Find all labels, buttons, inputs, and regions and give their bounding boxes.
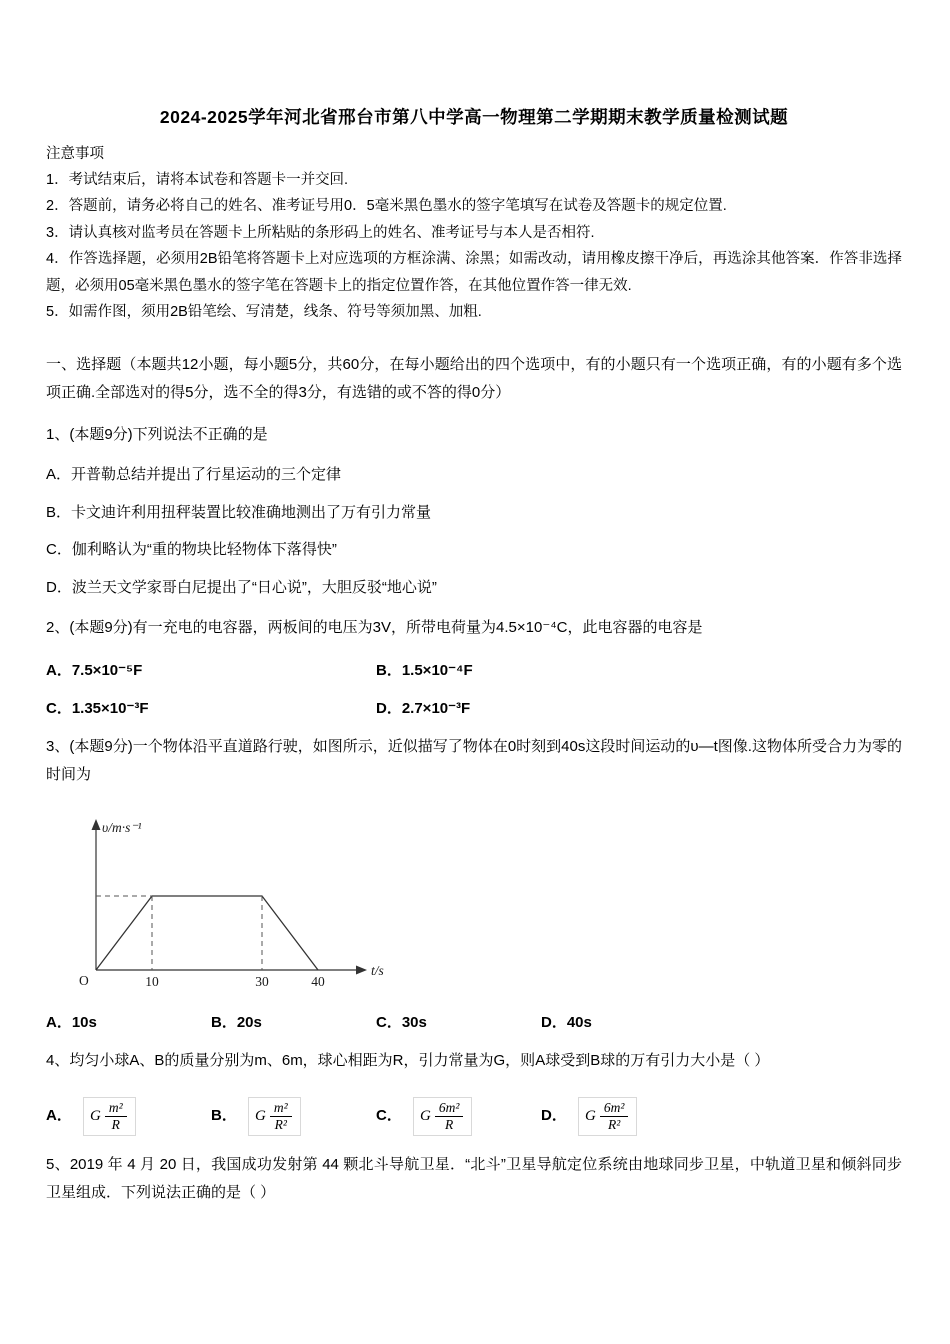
notice-item-1: 1．考试结束后，请将本试卷和答题卡一并交回. [46, 171, 349, 188]
question-3 [46, 733, 902, 1033]
gravitational-constant: G [255, 1108, 266, 1125]
question-1-option-b: B．卡文迪许利用扭秤装置比较准确地测出了万有引力常量 [46, 503, 432, 521]
fraction [600, 1100, 629, 1133]
question-1-option-c: C．伽利略认为“重的物块比轻物体下落得快” [46, 541, 337, 559]
question-4-stem: 4、均匀小球A、B的质量分别为m、6m，球心相距为R，引力常量为G，则A球受到B球的万有引力大小是（ ） [46, 1052, 770, 1070]
question-2-options [46, 659, 902, 718]
option-label: C． [376, 1107, 402, 1125]
y-axis-label: υ/m·s⁻¹ [102, 820, 142, 836]
fraction-denominator: R [111, 1117, 120, 1133]
page-title: 2024-2025学年河北省邢台市第八中学高一物理第二学期期末教学质量检测试题 [159, 107, 789, 127]
gravity-formula-c [413, 1097, 472, 1136]
option-label: B． [211, 1107, 237, 1125]
velocity-curve [96, 896, 318, 970]
question-2-option-c: C．1.35×10⁻³F [46, 699, 149, 717]
question-4-option-a [46, 1097, 211, 1136]
fraction-denominator: R² [274, 1117, 287, 1133]
question-3-option-b: B．20s [211, 1014, 262, 1032]
gravitational-constant: G [90, 1108, 101, 1125]
option-label: A． [46, 1107, 72, 1125]
notice-item-4: 4．作答选择题，必须用2B铅笔将答题卡上对应选项的方框涂满、涂黑；如需改动，请用橡皮擦干净后，再选涂其他答案．作答非选择题，必须用05毫米黑色墨水的签字笔在答题卡上的指定位置作答，在其他位置作答一律无效. [46, 251, 902, 294]
tick-label-10: 10 [145, 974, 159, 990]
question-3-option-d: D．40s [541, 1014, 592, 1032]
option-label: D． [541, 1107, 567, 1125]
question-1-stem: 1、(本题9分)下列说法不正确的是 [46, 426, 268, 444]
question-3-options [46, 1011, 902, 1032]
question-2-option-a: A．7.5×10⁻⁵F [46, 661, 143, 679]
question-2-option-b: B．1.5×10⁻⁴F [376, 661, 473, 679]
question-4-options [46, 1097, 902, 1136]
y-axis-arrow-icon [92, 819, 101, 830]
fraction-denominator: R² [607, 1117, 621, 1133]
x-axis-label: t/s [371, 963, 384, 979]
notice-item-2: 2．答题前，请务必将自己的姓名、准考证号用0．5毫米黑色墨水的签字笔填写在试卷及答题卡的规定位置. [46, 198, 727, 215]
question-1-option-d: D．波兰天文学家哥白尼提出了“日心说”，大胆反驳“地心说” [46, 578, 437, 596]
gravity-formula-a [83, 1097, 136, 1136]
fraction [435, 1100, 464, 1133]
question-4-option-d [541, 1097, 902, 1136]
tick-label-40: 40 [311, 974, 325, 990]
question-5-stem: 5、2019 年 4 月 20 日，我国成功发射第 44 颗北斗导航卫星．“北斗”卫星导航定位系统由地球同步卫星，中轨道卫星和倾斜同步卫星组成．下列说法正确的是（ ） [46, 1156, 902, 1202]
question-4-option-b [211, 1097, 376, 1136]
gravity-formula-b [248, 1097, 301, 1136]
notice-item-5: 5．如需作图，须用2B铅笔绘、写清楚，线条、符号等须加黑、加粗. [46, 304, 482, 321]
fraction-numerator: 6m² [600, 1100, 629, 1117]
gravity-formula-d [578, 1097, 637, 1136]
question-2-option-d: D．2.7×10⁻³F [376, 699, 471, 717]
origin-label: O [79, 973, 89, 989]
question-3-stem: 3、(本题9分)一个物体沿平直道路行驶，如图所示，近似描写了物体在0时刻到40s这段时间运动的υ—t图像.这物体所受合力为零的时间为 [46, 737, 902, 783]
question-5 [46, 1151, 902, 1207]
vt-graph [60, 812, 405, 994]
tick-label-30: 30 [255, 974, 269, 990]
question-1-option-a: A．开普勒总结并提出了行星运动的三个定律 [46, 466, 342, 484]
question-2-stem: 2、(本题9分)有一充电的电容器，两板间的电压为3V，所带电荷量为4.5×10⁻⁴C，此电容器的电容是 [46, 619, 703, 637]
question-4 [46, 1047, 902, 1136]
question-4-option-c [376, 1097, 541, 1136]
question-3-option-c: C．30s [376, 1014, 427, 1032]
fraction-numerator: 6m² [435, 1100, 464, 1117]
gravitational-constant: G [585, 1108, 596, 1125]
gravitational-constant: G [420, 1108, 431, 1125]
question-2 [46, 614, 902, 718]
fraction [270, 1100, 292, 1133]
fraction-denominator: R [445, 1117, 454, 1133]
section-heading: 一、选择题（本题共12小题，每小题5分，共60分，在每小题给出的四个选项中，有的小题只有一个选项正确，有的小题有多个选项正确.全部选对的得5分，选不全的得3分，有选错的或不答的得0分） [46, 355, 902, 401]
x-axis-arrow-icon [356, 966, 367, 975]
question-1 [46, 421, 902, 599]
notice-item-3: 3．请认真核对监考员在答题卡上所粘贴的条形码上的姓名、准考证号与本人是否相符. [46, 224, 595, 241]
fraction [105, 1100, 127, 1133]
question-3-option-a: A．10s [46, 1014, 97, 1032]
fraction-numerator: m² [270, 1100, 292, 1117]
notice-section [46, 142, 902, 326]
fraction-numerator: m² [105, 1100, 127, 1117]
notice-heading: 注意事项 [46, 146, 104, 162]
